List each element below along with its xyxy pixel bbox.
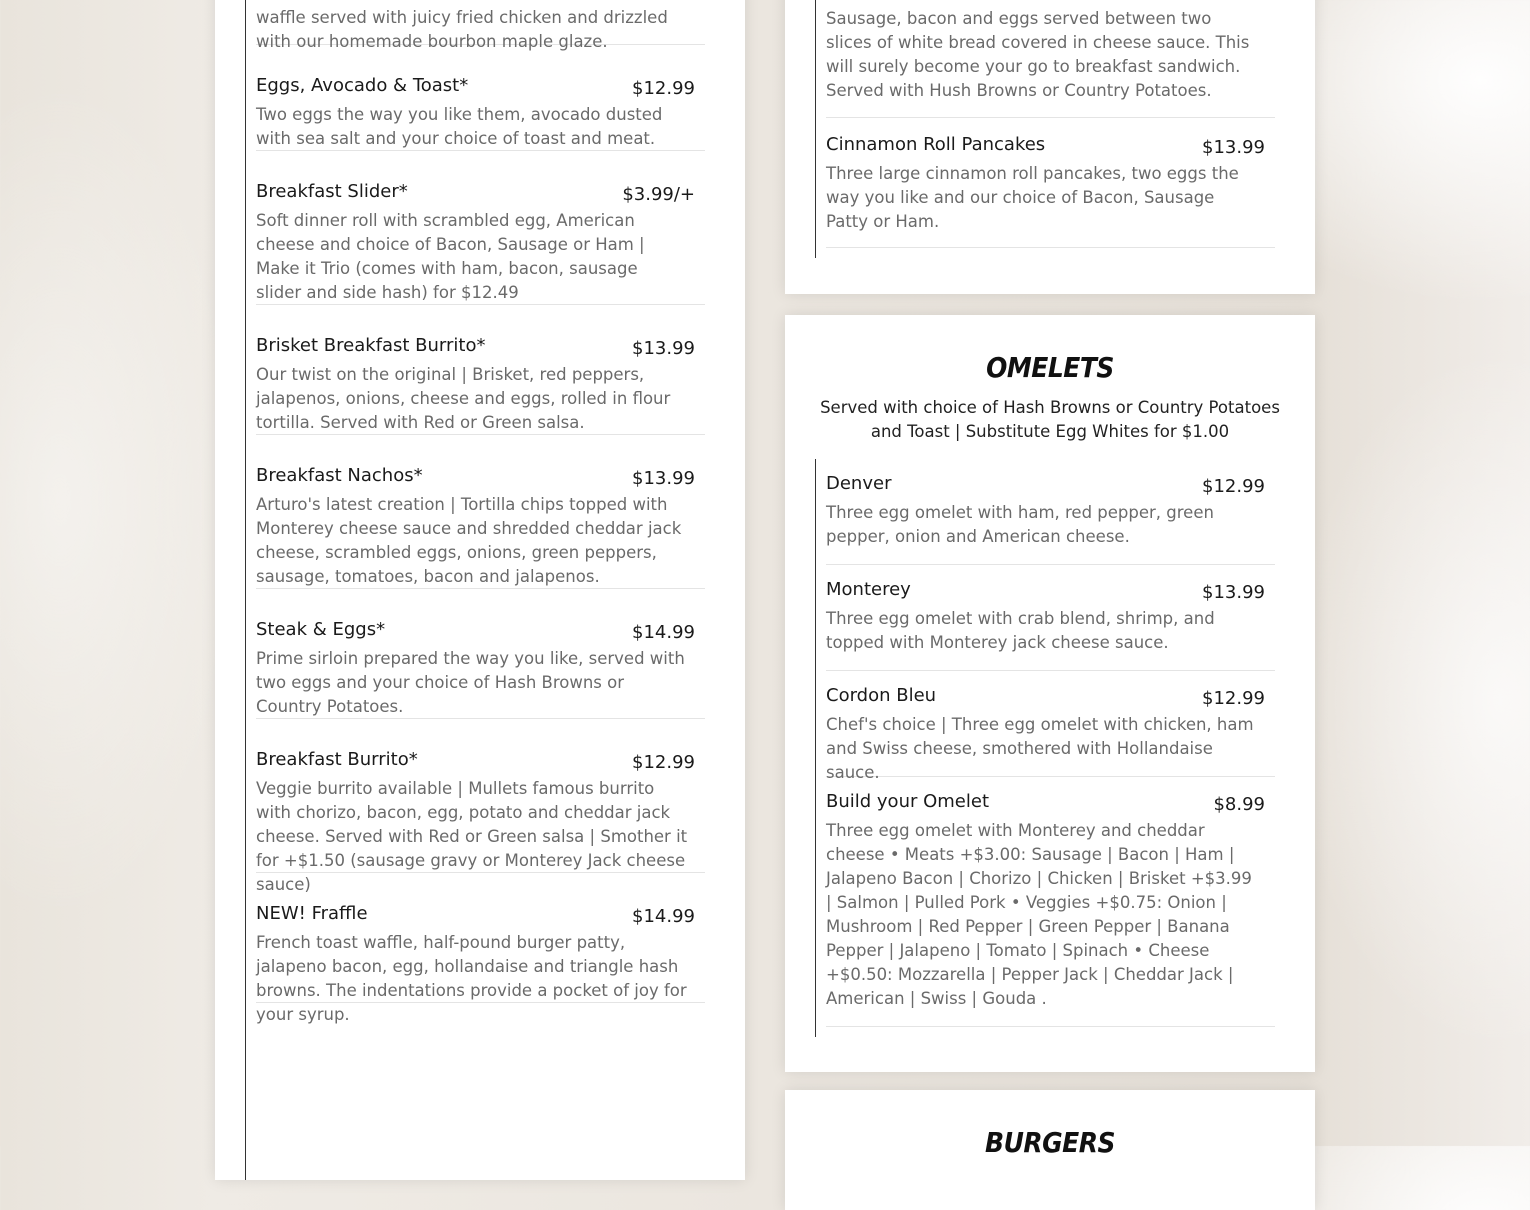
item-name: NEW! Fraffle bbox=[256, 903, 368, 924]
item-name: Eggs, Avocado & Toast* bbox=[256, 75, 469, 96]
item-name: Cinnamon Roll Pancakes bbox=[826, 134, 1046, 155]
breakfast-specials-panel bbox=[785, 0, 1315, 294]
item-price: $14.99 bbox=[632, 906, 695, 927]
burgers-section bbox=[785, 1090, 1315, 1210]
menu-item-denver bbox=[826, 459, 1275, 565]
item-price: $12.99 bbox=[1202, 688, 1265, 709]
item-description: Three egg omelet with Monterey and cheddar cheese • Meats +$3.00: Sausage | Bacon | Ham | Jalapeno Bacon | Chorizo | Chicken | Brisket +$3.99 | Salmon | Pulled Pork • Veggies +$0.75: Onion | Mushroom | Red Pepper | Green Pepper | Banana Pepper | Jalapeno | Tomato | Spinach • Cheese +$0.50: Mozzarella | Pepper Jack | Cheddar Jack | American | Swiss | Gouda . bbox=[826, 821, 1252, 1008]
item-price: $12.99 bbox=[632, 752, 695, 773]
section-subtitle: Served with choice of Hash Browns or Country Potatoes and Toast | Substitute Egg Whites for $1.00 bbox=[820, 398, 1280, 441]
item-description: Our twist on the original | Brisket, red peppers, jalapenos, onions, cheese and eggs, rolled in flour tortilla. Served with Red or Green salsa. bbox=[256, 365, 671, 432]
breakfast-item-list bbox=[245, 0, 705, 1180]
menu-item-monterey bbox=[826, 565, 1275, 671]
item-description: Three egg omelet with ham, red pepper, green pepper, onion and American cheese. bbox=[826, 503, 1214, 546]
item-description: Soft dinner roll with scrambled egg, American cheese and choice of Bacon, Sausage or Ham | Make it Trio (comes with ham, bacon, sausage slider and side hash) for $12.49 bbox=[256, 211, 645, 302]
item-description: French toast waffle, half-pound burger patty, jalapeno bacon, egg, hollandaise and triangle hash browns. The indentations provide a pocket of joy for your syrup. bbox=[256, 933, 687, 1024]
item-name: Denver bbox=[826, 473, 892, 494]
omelets-item-list bbox=[815, 459, 1275, 1037]
item-description: Prime sirloin prepared the way you like, served with two eggs and your choice of Hash Browns or Country Potatoes. bbox=[256, 649, 685, 716]
item-description: Two eggs the way you like them, avocado dusted with sea salt and your choice of toast and meat. bbox=[256, 105, 663, 148]
item-name: Breakfast Burrito* bbox=[256, 749, 418, 770]
item-description: Three large cinnamon roll pancakes, two eggs the way you like and our choice of Bacon, Sausage Patty or Ham. bbox=[826, 164, 1239, 231]
specials-item-list bbox=[815, 0, 1275, 258]
omelets-section bbox=[785, 315, 1315, 1072]
menu-item-breakfast-slider bbox=[256, 151, 705, 305]
item-name: Steak & Eggs* bbox=[256, 619, 386, 640]
menu-item-partial bbox=[826, 0, 1275, 118]
item-description: Arturo's latest creation | Tortilla chips topped with Monterey cheese sauce and shredded cheddar jack cheese, scrambled eggs, onions, green peppers, sausage, tomatoes, bacon and jalapenos. bbox=[256, 495, 682, 586]
menu-item-cordon-bleu bbox=[826, 671, 1275, 782]
menu-item-brisket-breakfast-burrito bbox=[256, 305, 705, 435]
item-name: Build your Omelet bbox=[826, 791, 990, 812]
item-name: Brisket Breakfast Burrito* bbox=[256, 335, 486, 356]
menu-item-steak-eggs bbox=[256, 589, 705, 719]
section-title: OMELETS bbox=[986, 351, 1114, 384]
item-name: Cordon Bleu bbox=[826, 685, 937, 706]
item-description: waffle served with juicy fried chicken and drizzled with our homemade bourbon maple glaze. bbox=[256, 8, 668, 51]
menu-item-cinnamon-roll-pancakes bbox=[826, 118, 1275, 248]
item-price: $14.99 bbox=[632, 622, 695, 643]
item-name: Monterey bbox=[826, 579, 911, 600]
item-description: Chef's choice | Three egg omelet with chicken, ham and Swiss cheese, smothered with Hollandaise sauce. bbox=[826, 715, 1254, 782]
item-price: $13.99 bbox=[1202, 582, 1265, 603]
item-name: Breakfast Slider* bbox=[256, 181, 408, 202]
item-price: $12.99 bbox=[1202, 476, 1265, 497]
item-price: $8.99 bbox=[1213, 794, 1265, 815]
menu-item-fraffle bbox=[256, 873, 705, 1024]
item-description: Veggie burrito available | Mullets famous burrito with chorizo, bacon, egg, potato and cheddar jack cheese. Served with Red or Green salsa | Smother it for +$1.50 (sausage gravy or Monterey Jack cheese sauce) bbox=[256, 779, 688, 894]
item-price: $3.99/+ bbox=[622, 184, 695, 205]
menu-item-partial bbox=[256, 0, 705, 51]
item-price: $13.99 bbox=[632, 338, 695, 359]
breakfast-menu-panel bbox=[215, 0, 745, 1180]
menu-item-breakfast-burrito bbox=[256, 719, 705, 894]
menu-item-build-your-omelet bbox=[826, 777, 1275, 1027]
item-name: Breakfast Nachos* bbox=[256, 465, 423, 486]
section-title: BURGERS bbox=[985, 1126, 1115, 1159]
item-price: $13.99 bbox=[632, 468, 695, 489]
menu-item-eggs-avocado-toast bbox=[256, 45, 705, 151]
menu-item-breakfast-nachos bbox=[256, 435, 705, 589]
item-description: Three egg omelet with crab blend, shrimp, and topped with Monterey jack cheese sauce. bbox=[826, 609, 1215, 652]
item-price: $12.99 bbox=[632, 78, 695, 99]
item-price: $13.99 bbox=[1202, 137, 1265, 158]
item-description: Sausage, bacon and eggs served between two slices of white bread covered in cheese sauce. This will surely become your go to breakfast sandwich. Served with Hush Browns or Country Potatoes. bbox=[826, 9, 1250, 100]
